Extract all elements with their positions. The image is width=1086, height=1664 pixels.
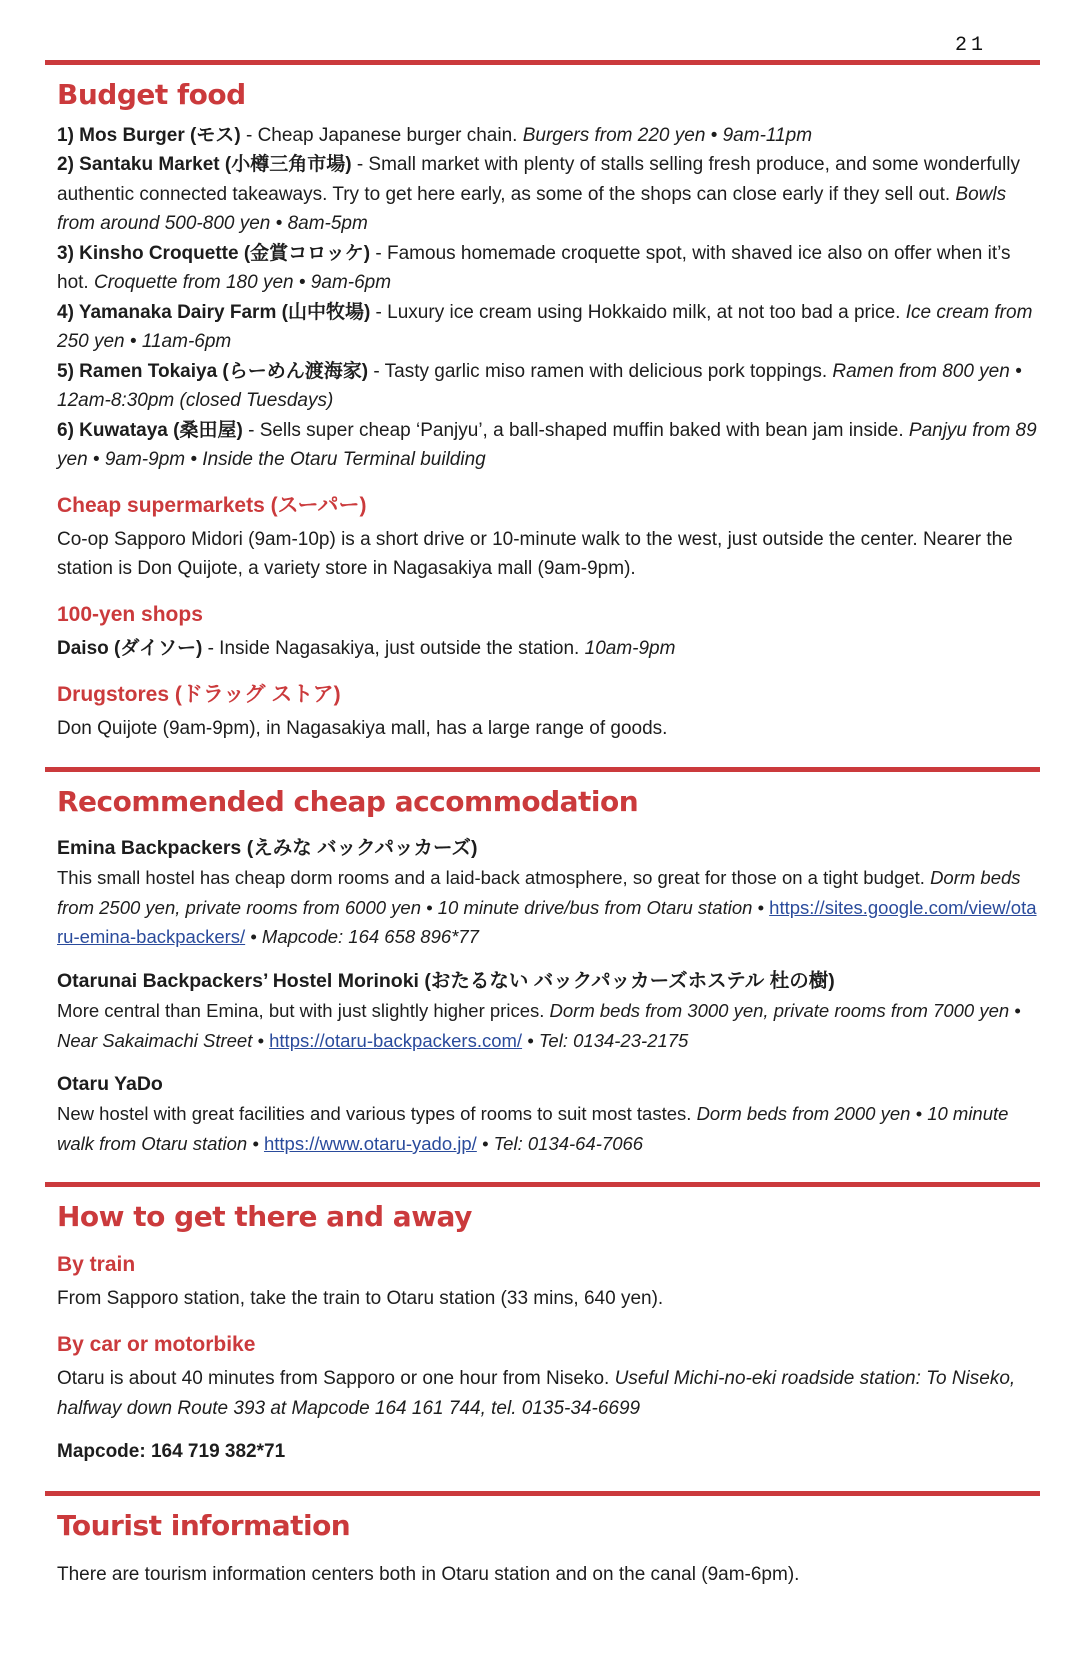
hostel-info-otarunai	[57, 996, 1040, 1055]
list-item	[57, 239, 1040, 298]
venue-name: 2) Santaku Market (小樽三角市場)	[57, 154, 352, 176]
list-item	[57, 298, 1040, 357]
subheading-by-car: By car or motorbike	[57, 1332, 256, 1356]
venue-desc: - Luxury ice cream using Hokkaido milk, at not too bad a price.	[370, 301, 906, 323]
supermarkets-text: Co-op Sapporo Midori (9am-10p) is a short drive or 10-minute walk to the west, just outside the center. Nearer the station is Don Quijote, a variety store in Nagasakiya mall (9am-9pm).	[57, 528, 1013, 580]
venue-detail: Burgers from 220 yen • 9am-11pm	[522, 124, 813, 146]
venue-name: Daiso (ダイソー)	[57, 638, 203, 660]
by-car-desc: Otaru is about 40 minutes from Sapporo or one hour from Niseko.	[57, 1368, 615, 1390]
venue-detail: Panjyu from 89 yen • 9am-9pm • Inside the Otaru Terminal building	[57, 419, 1037, 471]
venue-desc: - Sells super cheap ‘Panjyu’, a ball-shaped muffin baked with bean jam inside.	[242, 419, 909, 441]
subheading-by-train: By train	[57, 1252, 136, 1276]
venue-name: 6) Kuwataya (桑田屋)	[57, 419, 243, 441]
section-divider	[45, 60, 1040, 65]
section-heading-tourist-info: Tourist information	[57, 1508, 351, 1542]
by-car-detail: Useful Michi-no-eki roadside station: To Niseko, halfway down Route 393 at Mapcode 164 161 744, tel. 0135-34-6699	[57, 1368, 1016, 1419]
hostel-detail: Dorm beds from 2500 yen, private rooms from 6000 yen • 10 minute drive/bus from Otaru station •	[57, 867, 1021, 918]
list-item	[57, 150, 1040, 239]
venue-desc: - Small market with plenty of stalls selling fresh produce, and some wonderfully authentic connected takeaways. Try to get here early, as some of the shops can close early if they sell out.	[57, 154, 1021, 205]
venue-detail: Ice cream from 250 yen • 11am-6pm	[57, 301, 1033, 353]
list-item	[57, 357, 1040, 416]
venue-name: 4) Yamanaka Dairy Farm (山中牧場)	[57, 301, 371, 323]
hostel-link-emina[interactable]: https://sites.google.com/view/otaru-emina-backpackers/	[57, 896, 1037, 948]
hostel-detail: • Tel: 0134-23-2175	[522, 1029, 689, 1051]
by-train-text: From Sapporo station, take the train to Otaru station (33 mins, 640 yen).	[57, 1288, 664, 1310]
venue-name: 3) Kinsho Croquette (金賞コロッケ)	[57, 242, 371, 264]
hostel-detail: • Tel: 0134-64-7066	[476, 1132, 644, 1154]
venue-desc: - Cheap Japanese burger chain.	[240, 124, 523, 146]
drugstores-text: Don Quijote (9am-9pm), in Nagasakiya mall, has a large range of goods.	[57, 717, 668, 739]
list-item	[57, 121, 1040, 151]
venue-desc: - Tasty garlic miso ramen with delicious pork toppings.	[368, 360, 833, 382]
venue-desc: - Famous homemade croquette spot, with shaved ice also on offer when it’s hot.	[57, 242, 1011, 294]
venue-detail: 10am-9pm	[584, 638, 676, 660]
venue-name: 1) Mos Burger (モス)	[57, 124, 241, 146]
budget-food-list	[57, 121, 1040, 475]
hostel-info-emina	[57, 863, 1040, 952]
page-content	[57, 34, 1040, 1590]
venue-name: 5) Ramen Tokaiya (らーめん渡海家)	[57, 360, 369, 382]
venue-detail: Ramen from 800 yen • 12am-8:30pm (closed Tuesdays)	[57, 360, 1022, 412]
section-divider	[45, 767, 1040, 772]
hostel-detail: Dorm beds from 2000 yen • 10 minute walk from Otaru station •	[57, 1103, 1009, 1154]
page-number: 21	[954, 34, 987, 57]
subheading-100-yen-shops: 100-yen shops	[57, 602, 203, 626]
section-heading-getting-there: How to get there and away	[57, 1200, 472, 1234]
section-heading-accommodation: Recommended cheap accommodation	[57, 785, 639, 819]
hostel-desc: This small hostel has cheap dorm rooms and a laid-back atmosphere, so great for those on a tight budget.	[57, 867, 931, 889]
list-item	[57, 416, 1040, 475]
by-car-text	[57, 1364, 1040, 1423]
hostel-desc: More central than Emina, but with just slightly higher prices.	[57, 1000, 550, 1022]
hostel-desc: New hostel with great facilities and various types of rooms to suit most tastes.	[57, 1103, 697, 1125]
venue-desc: - Inside Nagasakiya, just outside the station.	[202, 638, 585, 660]
section-divider	[45, 1182, 1040, 1187]
section-heading-budget-food: Budget food	[57, 78, 246, 111]
hostel-name-otaru-yado: Otaru YaDo	[57, 1073, 163, 1096]
venue-detail: Bowls from around 500-800 yen • 8am-5pm	[57, 183, 1007, 235]
hostel-detail: Dorm beds from 3000 yen, private rooms from 7000 yen • Near Sakaimachi Street •	[57, 1000, 1021, 1051]
hostel-info-otaru-yado	[57, 1099, 1040, 1158]
hundred-yen-text	[57, 634, 1040, 664]
hostel-name-otarunai: Otarunai Backpackers’ Hostel Morinoki (おたるない バックパッカーズホステル 杜の樹)	[57, 969, 835, 992]
subheading-drugstores: Drugstores (ドラッグ ストア)	[57, 682, 341, 706]
hostel-link-otarunai[interactable]: https://otaru-backpackers.com/	[269, 1029, 523, 1051]
tourist-info-text: There are tourism information centers both in Otaru station and on the canal (9am-6pm).	[57, 1564, 800, 1586]
subheading-cheap-supermarkets: Cheap supermarkets (スーパー)	[57, 493, 367, 517]
mapcode-value: Mapcode: 164 719 382*71	[57, 1441, 286, 1463]
hostel-detail: • Mapcode: 164 658 896*77	[245, 926, 479, 948]
venue-detail: Croquette from 180 yen • 9am-6pm	[93, 272, 392, 294]
section-divider	[45, 1491, 1040, 1496]
hostel-link-otaru-yado[interactable]: https://www.otaru-yado.jp/	[263, 1132, 477, 1154]
hostel-name-emina: Emina Backpackers (えみな バックパッカーズ)	[57, 837, 478, 860]
